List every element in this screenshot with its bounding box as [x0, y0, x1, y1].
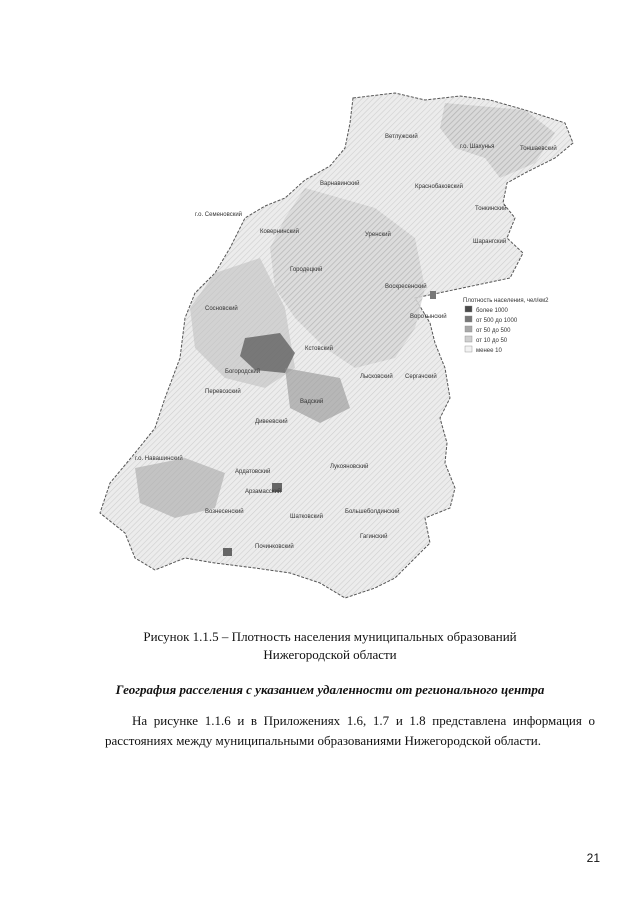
district-label: Богородский	[225, 369, 261, 375]
population-density-map	[95, 88, 595, 620]
district-label: Гагинский	[360, 534, 388, 540]
page-number: 21	[586, 851, 600, 865]
district-label: Арзамасский	[245, 489, 282, 495]
district-label: Ветлужский	[385, 134, 418, 140]
legend-title: Плотность населения, чел/км2	[463, 298, 549, 304]
legend-swatch	[465, 336, 472, 342]
legend-swatch	[465, 316, 472, 322]
district-label: Ардатовский	[235, 469, 271, 475]
district-label: Варнавинский	[320, 181, 360, 187]
legend-swatch	[465, 306, 472, 312]
district-label: Тоншаевский	[520, 146, 557, 152]
district-label: Вадский	[300, 399, 324, 405]
district-label: Перевозский	[205, 389, 241, 395]
figure-caption-line1: Рисунок 1.1.5 – Плотность населения муниципальных образований	[143, 629, 517, 644]
district-label: Вознесенский	[205, 509, 244, 515]
district-label: Большеболдинский	[345, 509, 400, 515]
legend-label: более 1000	[476, 308, 508, 314]
district-label: Починковский	[255, 544, 294, 550]
figure-caption-line2: Нижегородской области	[263, 647, 397, 662]
district-label: Шатковский	[290, 514, 323, 520]
legend-label: менее 10	[476, 348, 502, 354]
district-label: Сосновский	[205, 306, 238, 312]
district-label: Лысковский	[360, 374, 393, 380]
district-label: Кстовский	[305, 346, 333, 352]
district-label: Краснобаковский	[415, 184, 463, 190]
district-label: г.о. Навашинский	[135, 456, 183, 462]
legend-label: от 10 до 50	[476, 338, 508, 344]
district-label: Городецкий	[290, 267, 323, 273]
district-label: Воротынский	[410, 314, 447, 320]
density-spot-south	[223, 548, 232, 556]
density-spot-east	[430, 291, 436, 299]
district-label: г.о. Шахунья	[460, 144, 495, 150]
body-paragraph	[105, 711, 595, 751]
district-label: Шарангский	[473, 239, 507, 245]
district-label: Сергачский	[405, 374, 437, 380]
paragraph-text: На рисунке 1.1.6 и в Приложениях 1.6, 1.7 и 1.8 представлена информация о расстояниях между муниципальными образованиями Нижегородской области.	[105, 713, 595, 748]
district-label: г.о. Семеновский	[195, 212, 243, 218]
district-label: Дивеевский	[255, 419, 288, 425]
district-label: Ковернинский	[260, 229, 299, 235]
legend-swatch	[465, 326, 472, 332]
section-heading: География расселения с указанием удаленности от регионального центра	[115, 682, 545, 697]
district-label: Лукояновский	[330, 464, 369, 470]
district-label: Тонкинский	[475, 206, 507, 212]
legend-swatch	[465, 346, 472, 352]
district-label: Уренский	[365, 232, 391, 238]
map-legend	[463, 298, 549, 354]
legend-label: от 50 до 500	[476, 328, 511, 334]
legend-label: от 500 до 1000	[476, 318, 518, 324]
district-label: Воскресенский	[385, 284, 427, 290]
